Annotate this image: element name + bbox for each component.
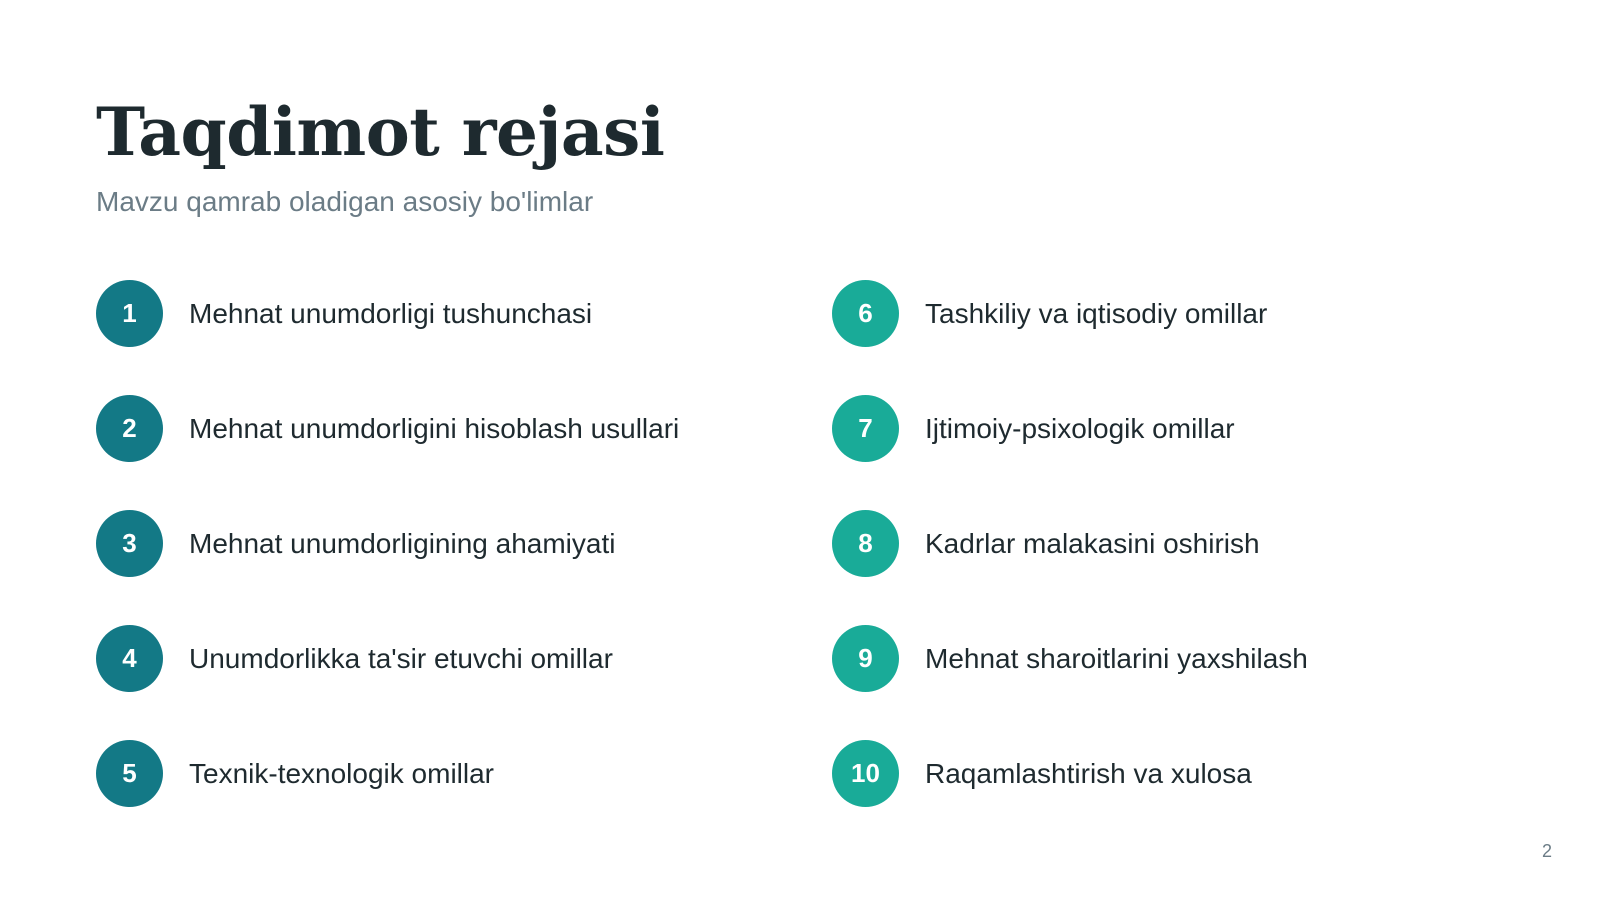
agenda-item-label: Unumdorlikka ta'sir etuvchi omillar [189,642,613,674]
agenda-item [832,510,1512,577]
agenda-item-label: Mehnat unumdorligini hisoblash usullari [189,412,680,444]
page-number: 2 [1541,841,1552,861]
agenda-item [96,280,776,347]
agenda-number-badge: 7 [832,395,899,462]
agenda-item [832,740,1512,807]
agenda-item-label: Mehnat unumdorligi tushunchasi [189,297,593,329]
agenda-number-badge: 10 [832,740,899,807]
agenda-item [96,625,776,692]
agenda-item-label: Texnik-texnologik omillar [189,757,495,789]
slide-subtitle: Mavzu qamrab oladigan asosiy bo'limlar [96,186,594,217]
agenda-item-label: Raqamlashtirish va xulosa [925,757,1252,789]
agenda-column-left [96,280,776,855]
agenda-item-label: Kadrlar malakasini oshirish [925,527,1260,559]
agenda-item [832,395,1512,462]
agenda-item [96,395,776,462]
agenda-number-badge: 5 [96,740,163,807]
agenda-number-badge: 9 [832,625,899,692]
agenda-number-badge: 1 [96,280,163,347]
agenda-number-badge: 2 [96,395,163,462]
agenda-item-label: Tashkiliy va iqtisodiy omillar [925,297,1268,329]
agenda-item [96,510,776,577]
agenda-item [832,625,1512,692]
agenda-item-label: Mehnat unumdorligining ahamiyati [189,527,616,559]
agenda-item-label: Ijtimoiy-psixologik omillar [925,412,1235,444]
agenda-item [96,740,776,807]
agenda-number-badge: 4 [96,625,163,692]
agenda-item-label: Mehnat sharoitlarini yaxshilash [925,642,1308,674]
slide-title: Taqdimot rejasi [96,93,665,171]
agenda-number-badge: 3 [96,510,163,577]
agenda-item [832,280,1512,347]
agenda-number-badge: 6 [832,280,899,347]
agenda-number-badge: 8 [832,510,899,577]
agenda-column-right [832,280,1512,855]
